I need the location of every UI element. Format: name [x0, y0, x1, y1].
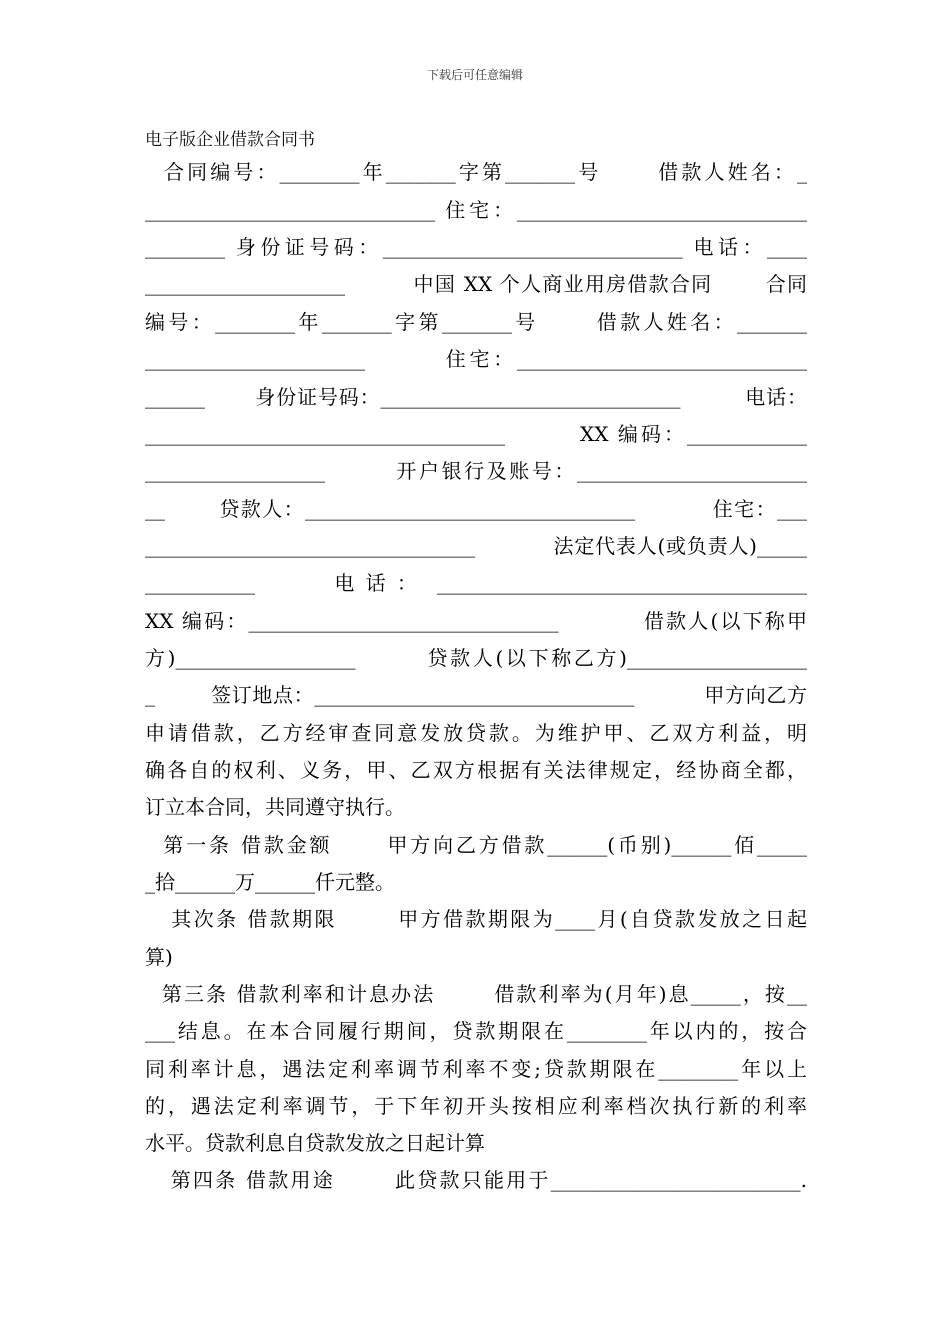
text-line: 方)__________________ 贷款人(以下称乙方)__________________ — [145, 646, 807, 670]
text-line: XX 编码：_______________________________ 借款人(以下称甲 — [145, 609, 807, 633]
text-line: _拾______万______仟元整。 — [145, 870, 395, 894]
text-line: 同利率计息，遇法定利率调节利率不变;贷款期限在________年以上 — [145, 1057, 807, 1081]
document-title: 电子版企业借款合同书 — [145, 130, 315, 150]
text-line: 合同编号：________年_______字第_______号 借款人姓名：_ — [145, 160, 807, 184]
text-line: _________________________________ 法定代表人(或负责人)_____ — [145, 534, 807, 558]
text-line: ______ 身份证号码：______________________________ 电话： — [145, 385, 807, 409]
text-line: 申请借款，乙方经审查同意发放贷款。为维护甲、乙双方利益，明 — [145, 721, 807, 745]
text-line: __ 贷款人：_________________________________ 住宅：___ — [145, 497, 807, 521]
text-line: 第一条 借款金额 甲方向乙方借款______(币别)______佰_____ — [145, 833, 807, 857]
text-line: ____________________ 中国 XX 个人商业用房借款合同 合同 — [145, 272, 807, 296]
text-line: ___________ 电 话 ： _____________________________________ — [145, 571, 807, 595]
text-line: 第三条 借款利率和计息办法 借款利率为(月年)息_____，按__ — [145, 982, 807, 1006]
text-line: 订立本合同，共同遵守执行。 — [145, 795, 405, 819]
text-line: 水平。贷款利息自贷款发放之日起计算 — [145, 1131, 485, 1155]
text-line: 其次条 借款期限 甲方借款期限为____月(自贷款发放之日起 — [145, 907, 807, 931]
text-line: ________ 身份证号码：______________________________ 电话：____ — [145, 235, 807, 259]
text-line: _____________________________ 住宅：_____________________________ — [145, 198, 807, 222]
text-line: 算) — [145, 945, 173, 969]
text-line: 的，遇法定利率调节，于下年初开头按相应利率档次执行新的利率 — [145, 1094, 807, 1118]
text-line: 编号：________年_______字第_______号 借款人姓名：_______ — [145, 310, 807, 334]
header-note: 下载后可任意编辑 — [426, 68, 523, 82]
text-line: 确各自的权利、义务，甲、乙双方根据有关法律规定，经协商全都， — [145, 758, 807, 782]
text-line: ____________________________________ XX 编码：____________ — [145, 422, 807, 446]
text-line: 第四条 借款用途 此贷款只能用于_________________________. — [145, 1168, 807, 1192]
text-line: ___结息。在本合同履行期间，贷款期限在________年以内的，按合 — [145, 1019, 807, 1043]
text-line: __________________ 开户银行及账号：_______________________ — [145, 459, 807, 483]
text-line: ______________________ 住宅：_____________________________ — [145, 347, 807, 371]
text-line: _ 签订地点：________________________________ 甲方向乙方 — [145, 683, 807, 707]
